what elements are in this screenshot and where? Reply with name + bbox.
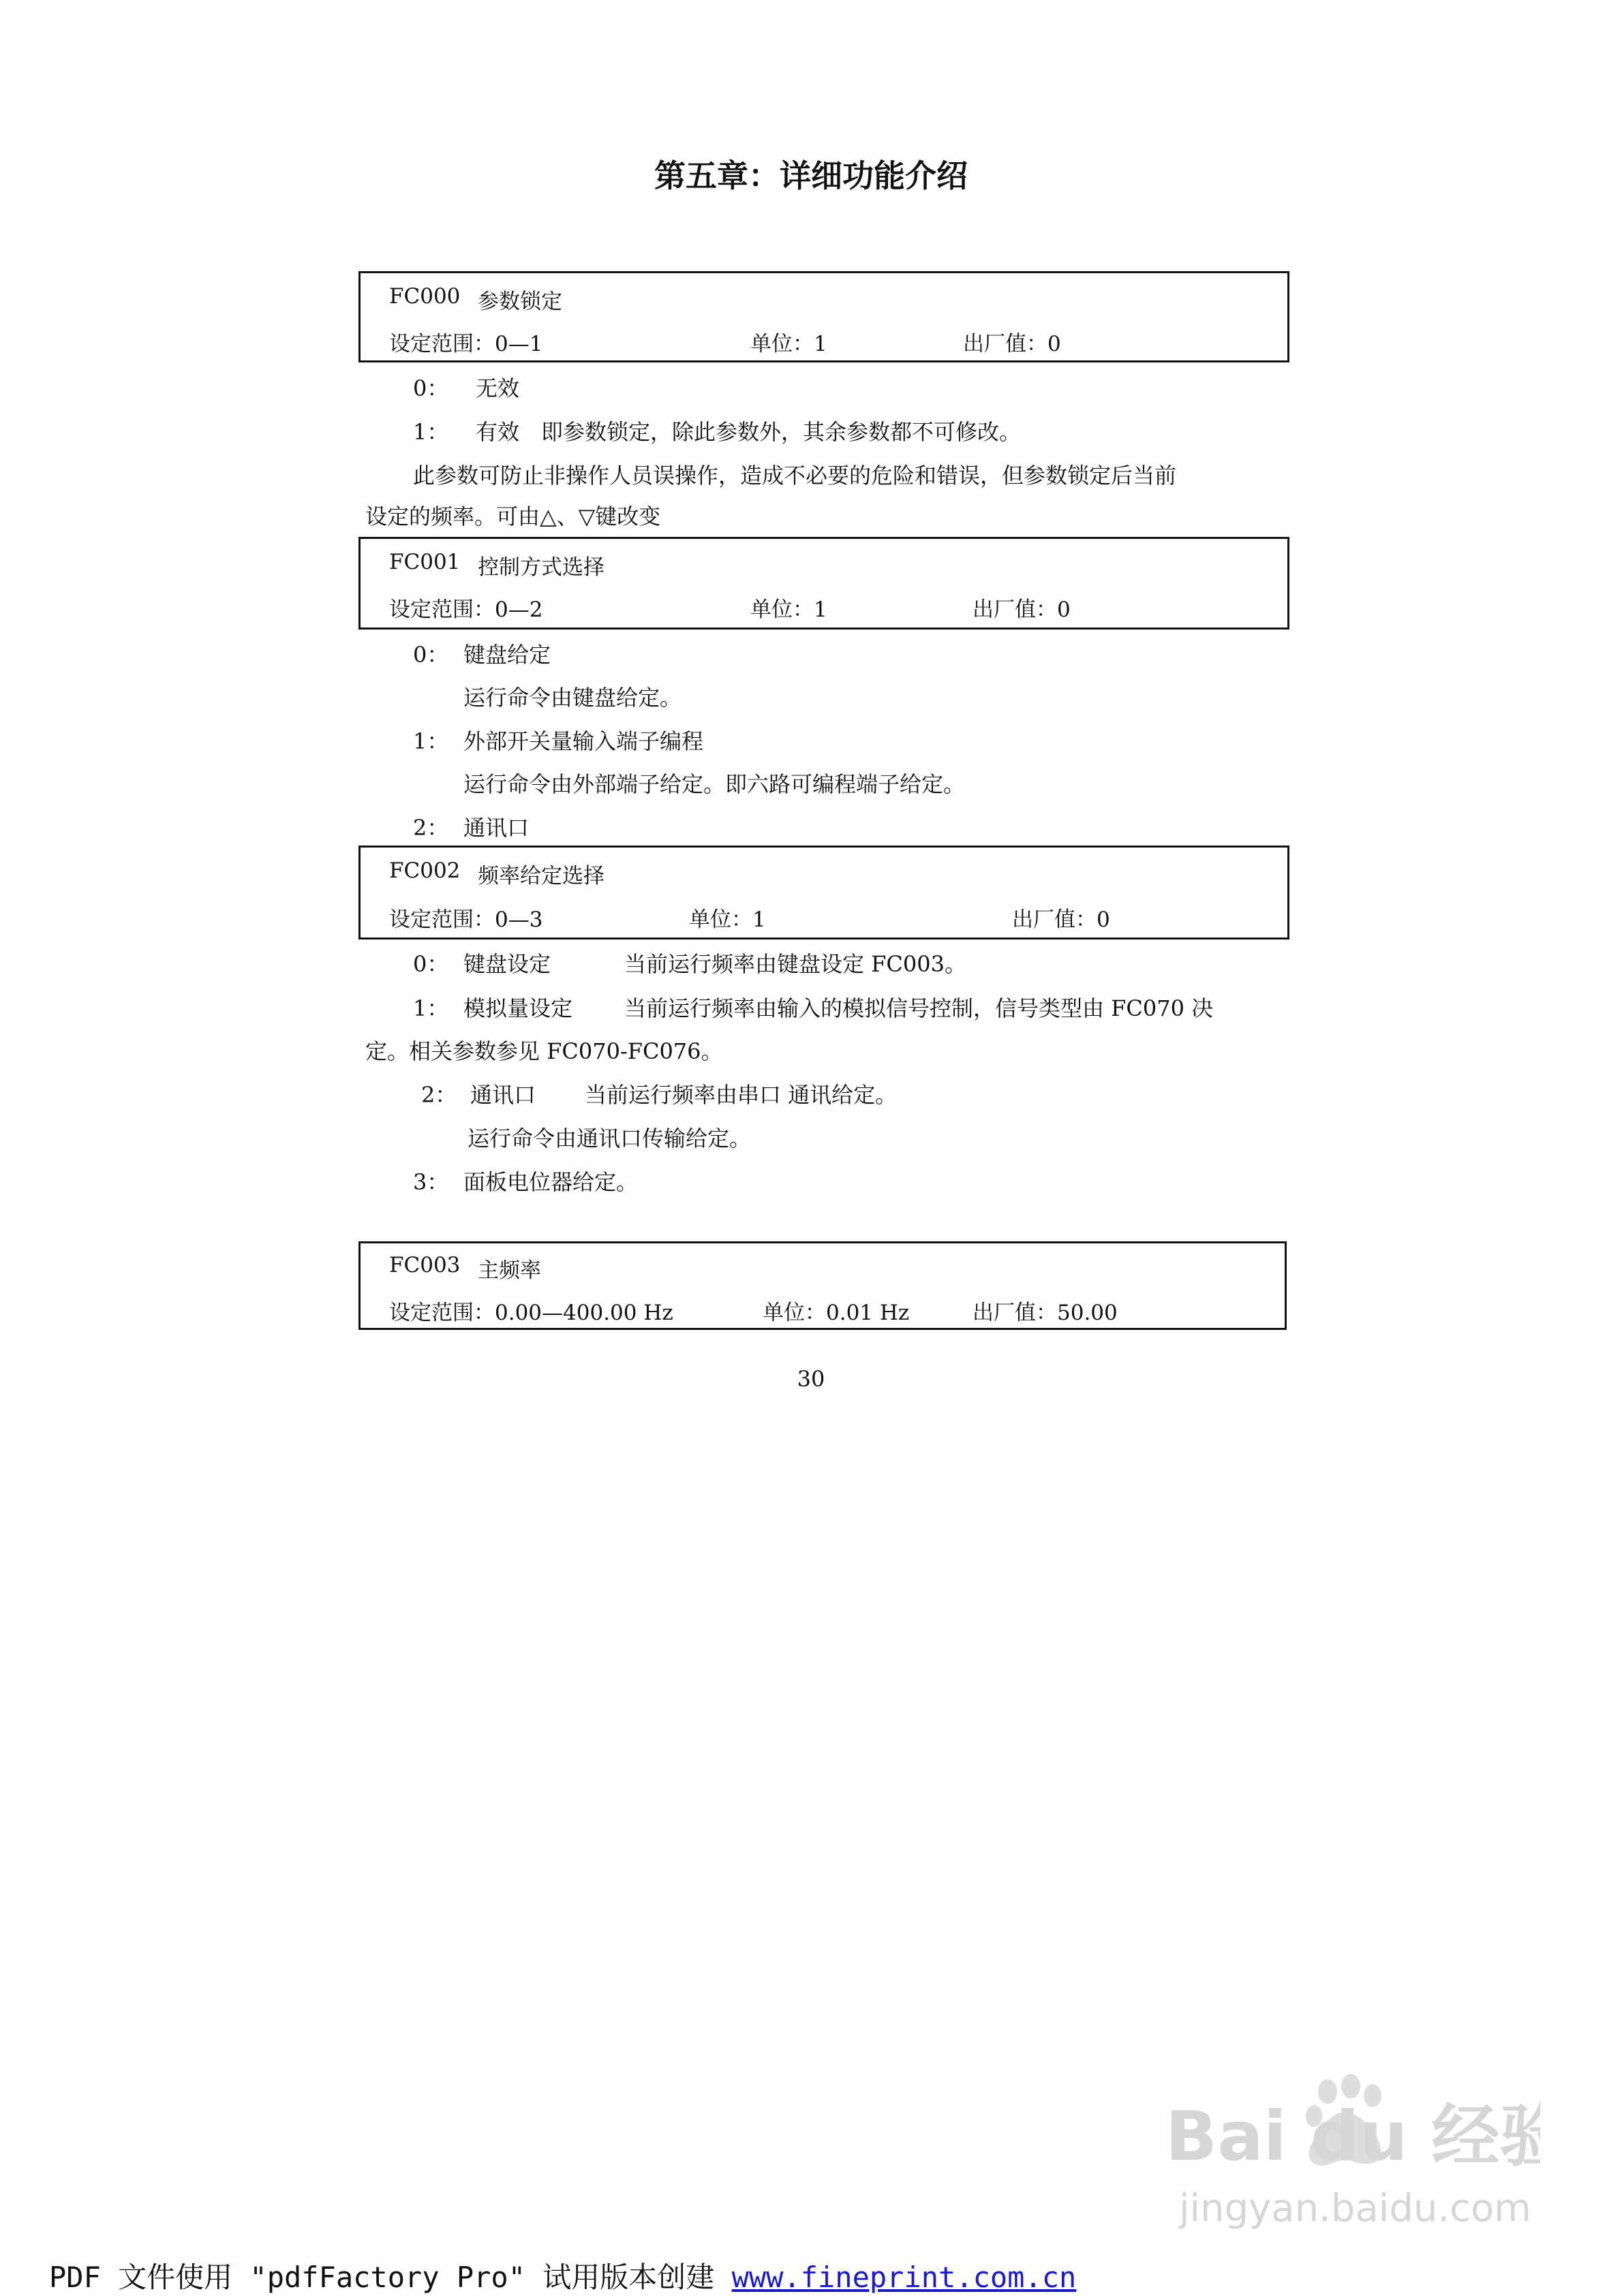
param-range: 设定范围：0—1 <box>389 332 543 356</box>
pdf-footer <box>49 2255 1076 2296</box>
option-number: 1： <box>413 728 449 754</box>
watermark-url: jingyan.baidu.com <box>1179 2186 1531 2231</box>
option-text: 键盘给定 <box>463 642 551 668</box>
param-unit: 单位：1 <box>750 332 827 356</box>
param-name: 主频率 <box>478 1258 541 1283</box>
paragraph-line: 定。相关参数参见 FC070-FC076。 <box>365 1038 723 1064</box>
param-default: 出厂值：50.00 <box>973 1301 1118 1325</box>
option-text: 模拟量设定 <box>463 995 573 1021</box>
footer-link[interactable]: www.fineprint.com.cn <box>731 2261 1077 2294</box>
param-name: 参数锁定 <box>478 290 562 314</box>
param-unit: 单位：1 <box>750 598 827 622</box>
param-code: FC001 <box>389 550 461 574</box>
option-text: 通讯口 <box>470 1082 536 1108</box>
param-code: FC003 <box>389 1253 461 1277</box>
option-text: 键盘设定 <box>463 951 551 977</box>
param-unit: 单位：0.01 Hz <box>763 1301 910 1325</box>
option-description: 运行命令由键盘给定。 <box>463 685 682 711</box>
param-default: 出厂值：0 <box>1012 907 1110 932</box>
option-number: 3： <box>413 1169 449 1195</box>
baidu-watermark-logo <box>1159 2071 1540 2241</box>
option-number: 1： <box>413 419 449 445</box>
param-unit: 单位：1 <box>689 907 766 932</box>
option-text: 外部开关量输入端子编程 <box>463 728 704 754</box>
option-number: 2： <box>421 1082 457 1108</box>
option-description: 当前运行频率由串口 通讯给定。 <box>585 1082 898 1108</box>
option-description: 当前运行频率由键盘设定 FC003。 <box>624 951 966 977</box>
param-range: 设定范围：0—2 <box>389 598 543 622</box>
option-number: 0： <box>413 375 449 401</box>
option-number: 0： <box>413 642 449 668</box>
option-number: 0： <box>413 951 449 977</box>
option-number: 1： <box>413 995 449 1021</box>
param-box-fc001 <box>358 537 1289 630</box>
option-text: 面板电位器给定。 <box>463 1169 639 1195</box>
param-name: 控制方式选择 <box>478 555 605 580</box>
paragraph-line: 此参数可防止非操作人员误操作，造成不必要的危险和错误，但参数锁定后当前 <box>413 463 1177 488</box>
chapter-title: 第五章：详细功能介绍 <box>654 157 968 194</box>
param-default: 出厂值：0 <box>973 598 1071 622</box>
option-text: 通讯口 <box>463 815 530 841</box>
option-description: 运行命令由通讯口传输给定。 <box>468 1126 752 1151</box>
param-name: 频率给定选择 <box>478 864 605 888</box>
watermark-brand: Bai du 经验 <box>1165 2096 1540 2176</box>
param-default: 出厂值：0 <box>963 332 1061 356</box>
param-box-fc000 <box>358 271 1289 362</box>
page-number: 30 <box>797 1366 825 1392</box>
footer-text: PDF 文件使用 "pdfFactory Pro" 试用版本创建 <box>49 2261 732 2294</box>
param-range: 设定范围：0.00—400.00 Hz <box>389 1301 673 1325</box>
param-code: FC000 <box>389 284 461 309</box>
paragraph-line: 设定的频率。可由△、▽键改变 <box>365 503 661 529</box>
option-text: 有效 即参数锁定，除此参数外，其余参数都不可修改。 <box>476 419 1022 445</box>
param-box-fc002 <box>358 846 1289 940</box>
option-text: 无效 <box>476 375 520 401</box>
option-number: 2： <box>413 815 449 841</box>
option-description: 运行命令由外部端子给定。即六路可编程端子给定。 <box>463 771 966 797</box>
option-description: 当前运行频率由输入的模拟信号控制，信号类型由 FC070 决 <box>624 995 1214 1021</box>
param-box-fc003 <box>358 1241 1287 1330</box>
param-range: 设定范围：0—3 <box>389 907 543 932</box>
param-code: FC002 <box>389 858 461 883</box>
